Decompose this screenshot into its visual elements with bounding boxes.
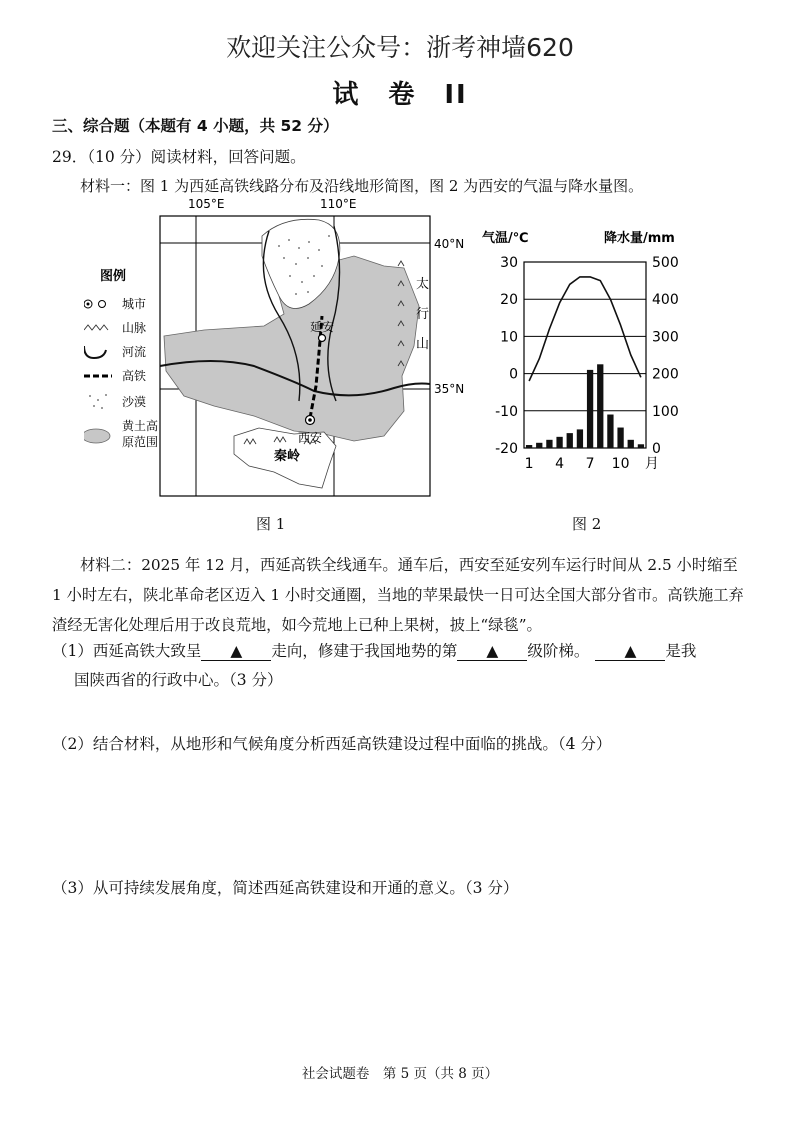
figure-1-caption: 图 1 xyxy=(256,515,286,533)
precip-bar-8 xyxy=(597,364,603,448)
q1-blank-1[interactable]: ▲ xyxy=(201,642,271,661)
q1-text-5: 国陕西省的行政中心。（3 分） xyxy=(74,671,283,689)
lat-35-label: 35°N xyxy=(434,382,464,396)
city-yanan-label: 延安 xyxy=(310,320,335,334)
legend-desert-icon xyxy=(89,394,107,409)
x-unit-label: 月 xyxy=(644,456,659,472)
precip-bar-5 xyxy=(567,433,573,448)
watermark-text: 欢迎关注公众号：浙考神墙620 xyxy=(226,33,574,62)
left-axis-label: 气温/℃ xyxy=(482,231,529,246)
right-tick-200: 200 xyxy=(652,366,679,383)
city-xian-label: 西安 xyxy=(298,431,323,445)
precip-bar-3 xyxy=(546,440,552,448)
chart-grid xyxy=(524,262,646,448)
left-tick-10: 10 xyxy=(500,329,518,346)
legend-mountain-label: 山脉 xyxy=(122,321,147,335)
q1-text-4: 是我 xyxy=(665,642,697,660)
figure-2-caption: 图 2 xyxy=(572,515,602,533)
lon-105-label: 105°E xyxy=(188,197,225,211)
x-tick-7: 7 xyxy=(585,456,595,472)
precip-bar-1 xyxy=(526,445,532,448)
right-tick-100: 100 xyxy=(652,403,679,420)
precip-bar-10 xyxy=(617,428,623,448)
left-tick-0: 0 xyxy=(509,366,518,383)
precip-bar-2 xyxy=(536,443,542,448)
legend-loess-icon xyxy=(84,429,110,443)
legend-river-label: 河流 xyxy=(122,345,147,359)
legend-desert-label: 沙漠 xyxy=(122,395,147,409)
paper-title: 试 卷 II xyxy=(332,80,468,110)
page-footer: 社会试题卷 第 5 页（共 8 页） xyxy=(301,1066,499,1082)
x-tick-4: 4 xyxy=(555,456,565,472)
precipitation-bars xyxy=(526,364,644,448)
left-tick-20: 20 xyxy=(500,292,518,309)
city-yanan-marker xyxy=(319,335,326,342)
precip-bar-4 xyxy=(556,437,562,448)
legend-mountain-icon xyxy=(84,325,108,330)
precip-bar-6 xyxy=(577,429,583,448)
chart-tick-labels xyxy=(495,255,679,472)
plot-frame xyxy=(524,262,646,448)
precip-bar-12 xyxy=(638,444,644,448)
legend-title: 图例 xyxy=(100,269,127,284)
q1-text-2: 走向，修建于我国地势的第 xyxy=(271,642,458,660)
legend-loess-label-2: 原范围 xyxy=(122,435,159,449)
question-3: （3）从可持续发展角度，简述西延高铁建设和开通的意义。（3 分） xyxy=(52,879,519,897)
right-tick-300: 300 xyxy=(652,329,679,346)
lon-110-label: 110°E xyxy=(320,197,357,211)
section-heading: 三、综合题（本题有 4 小题，共 52 分） xyxy=(52,117,339,135)
question-29-heading: 29．（10 分）阅读材料，回答问题。 xyxy=(52,148,306,166)
figure-2-climate-chart xyxy=(480,226,700,476)
q1-blank-3[interactable]: ▲ xyxy=(595,642,665,661)
question-1 xyxy=(52,637,752,695)
taihang-label-1: 太 xyxy=(416,277,430,292)
left-tick-30: 30 xyxy=(500,255,518,271)
precip-bar-9 xyxy=(607,415,613,448)
legend-rail-label: 高铁 xyxy=(122,369,147,383)
x-tick-1: 1 xyxy=(524,456,534,472)
temperature-line-group xyxy=(529,277,641,381)
q1-text-1: （1）西延高铁大致呈 xyxy=(52,642,202,660)
right-tick-0: 0 xyxy=(652,441,661,457)
legend-city-label: 城市 xyxy=(122,297,147,311)
temperature-line xyxy=(529,277,641,381)
right-tick-400: 400 xyxy=(652,292,679,309)
taihang-label-3: 山 xyxy=(416,337,430,352)
lat-40-label: 40°N xyxy=(434,237,464,251)
precip-bar-7 xyxy=(587,370,593,448)
left-tick--10: -10 xyxy=(495,403,518,420)
legend-river-icon xyxy=(84,346,106,358)
x-tick-10: 10 xyxy=(611,456,630,472)
q1-blank-2[interactable]: ▲ xyxy=(457,642,527,661)
taihang-label-2: 行 xyxy=(416,307,430,322)
left-tick--20: -20 xyxy=(495,441,518,457)
right-tick-500: 500 xyxy=(652,255,679,271)
question-2: （2）结合材料，从地形和气候角度分析西延高铁建设过程中面临的挑战。（4 分） xyxy=(52,735,612,753)
qinling-label: 秦岭 xyxy=(274,449,301,464)
material-2-text: 材料二：2025 年 12 月，西延高铁全线通车。通车后，西安至延安列车运行时间从 2.5 小时缩至 1 小时左右，陕北革命老区迈入 1 小时交通圈，当地的苹果最快一日可达全国大部分省市。高铁施工弃渣经无害化处理后用于改良荒地，如今荒地上已种上果树，披上“绿毯”。 xyxy=(52,556,744,634)
right-axis-label: 降水量/mm xyxy=(604,231,675,246)
material-1-text: 材料一：图 1 为西延高铁线路分布及沿线地形简图，图 2 为西安的气温与降水量图。 xyxy=(80,177,644,195)
legend-loess-label-1: 黄土高 xyxy=(122,419,159,433)
precip-bar-11 xyxy=(628,440,634,448)
q1-text-3: 级阶梯。 xyxy=(527,642,590,660)
figure-1-map xyxy=(84,196,464,500)
